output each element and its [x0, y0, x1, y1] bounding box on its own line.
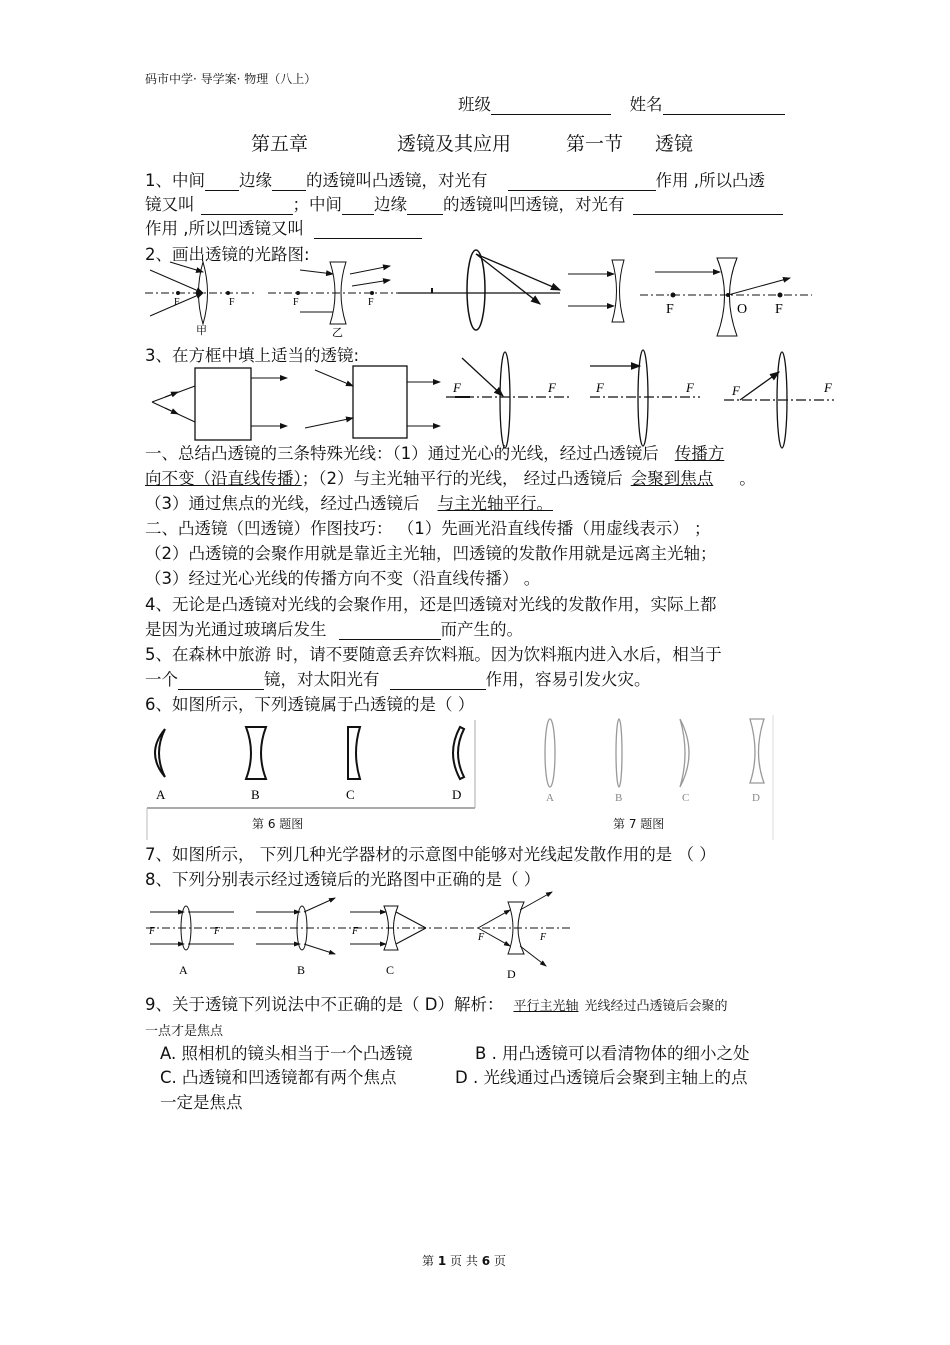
q9-line2: 一点才是焦点	[145, 1024, 224, 1039]
q7-caption: 第 7 题图	[613, 817, 665, 831]
svg-text:F: F	[775, 302, 783, 317]
svg-text:F: F	[478, 932, 485, 943]
svg-text:D: D	[507, 967, 516, 981]
q8-figures	[0, 888, 950, 983]
svg-text:F: F	[732, 383, 740, 398]
q5-line1: 5、在森林中旅游 时，请不要随意丢弃饮料瓶。因为饮料瓶内进入水后，相当于	[145, 645, 722, 664]
svg-text:A: A	[546, 792, 554, 804]
page-footer: 第 1 页 共 6 页	[422, 1254, 506, 1268]
school-header: 码市中学· 导学案· 物理（八上）	[145, 72, 317, 86]
q9-option-c: C. 凸透镜和凹透镜都有两个焦点	[160, 1068, 397, 1087]
name-label: 姓名	[629, 95, 663, 114]
svg-text:C: C	[682, 792, 690, 804]
svg-text:F: F	[548, 380, 556, 395]
svg-text:B: B	[615, 792, 623, 804]
class-field	[458, 95, 785, 115]
svg-text:F: F	[368, 297, 374, 308]
svg-text:F: F	[824, 380, 832, 395]
svg-text:A: A	[156, 787, 166, 802]
svg-text:F: F	[149, 926, 156, 937]
q1-line3: 作用 ,所以凹透镜又叫	[145, 219, 422, 239]
chapter-title: 第五章	[251, 133, 309, 155]
svg-text:O: O	[737, 302, 748, 317]
q9-line1: 9、关于透镜下列说法中不正确的是（ D）解析： 平行主光轴 光线经过凸透镜后会聚的	[145, 995, 728, 1014]
q7-text: 7、如图所示， 下列几种光学器材的示意图中能够对光线起发散作用的是 （ ）	[145, 845, 716, 864]
q2-diagrams	[0, 250, 950, 340]
section-title: 第一节	[566, 133, 624, 155]
tips-line2: （2）凸透镜的会聚作用就是靠近主光轴，凹透镜的发散作用就是远离主光轴；	[145, 544, 717, 563]
svg-text:F: F	[686, 380, 694, 395]
label-yi: 乙	[332, 327, 343, 339]
tips-line1: 二、凸透镜（凹透镜）作图技巧： （1）先画光沿直线传播（用虚线表示） ；	[145, 519, 711, 538]
svg-text:F: F	[352, 926, 359, 937]
topic-title: 透镜及其应用	[397, 133, 512, 155]
svg-text:D: D	[752, 792, 760, 804]
svg-text:C: C	[386, 963, 395, 977]
label-jia: 甲	[196, 325, 207, 337]
q9-option-b: B . 用凸透镜可以看清物体的细小之处	[475, 1044, 750, 1063]
svg-text:F: F	[293, 297, 299, 308]
summary-line1: 一、总结凸透镜的三条特殊光线：（1）通过光心的光线，经过凸透镜后 传播方	[145, 444, 725, 463]
q5-line2: 一个 镜，对太阳光有 作用，容易引发火灾。	[145, 670, 651, 689]
svg-text:F: F	[540, 932, 547, 943]
name-blank[interactable]	[663, 97, 785, 115]
q1-line1: 1、中间 边缘 的透镜叫凸透镜，对光有 作用 ,所以凸透	[145, 171, 765, 190]
svg-text:F: F	[174, 297, 180, 308]
q6-q7-figures	[0, 715, 950, 845]
svg-text:F: F	[666, 302, 674, 317]
q6-caption: 第 6 题图	[252, 817, 304, 831]
q8-text: 8、下列分别表示经过透镜后的光路图中正确的是（ ）	[145, 870, 541, 889]
class-blank[interactable]	[491, 97, 611, 115]
svg-text:C: C	[346, 787, 355, 802]
q9-option-d: D . 光线通过凸透镜后会聚到主轴上的点	[455, 1068, 748, 1087]
svg-text:F: F	[214, 926, 221, 937]
q1-line2: 镜又叫 ；中间 边缘 的透镜叫凹透镜，对光有	[145, 195, 783, 215]
q3-diagrams	[0, 350, 950, 450]
q9-option-a: A. 照相机的镜头相当于一个凸透镜	[160, 1044, 413, 1063]
svg-text:A: A	[179, 963, 188, 977]
summary-line3: （3）通过焦点的光线，经过凸透镜后 与主光轴平行。	[145, 494, 553, 513]
class-label: 班级	[458, 95, 491, 114]
svg-text:F: F	[596, 380, 604, 395]
summary-line2: 向不变（沿直线传播）；（2）与主光轴平行的光线， 经过凸透镜后 会聚到焦点 。	[145, 469, 756, 488]
tips-line3: （3）经过光心光线的传播方向不变（沿直线传播） 。	[145, 569, 541, 588]
q2-text: 2、画出透镜的光路图:	[145, 245, 310, 264]
q3-text: 3、在方框中填上适当的透镜:	[145, 346, 360, 365]
lesson-title: 透镜	[655, 133, 694, 155]
svg-text:B: B	[251, 787, 260, 802]
q9-option-d-cont: 一定是焦点	[160, 1093, 243, 1112]
svg-text:F: F	[453, 380, 461, 395]
q6-text: 6、如图所示，下列透镜属于凸透镜的是（ ）	[145, 695, 475, 714]
svg-text:B: B	[297, 963, 306, 977]
svg-text:D: D	[452, 787, 462, 802]
svg-text:F: F	[229, 297, 235, 308]
q4-line2: 是因为光通过玻璃后发生 而产生的。	[145, 620, 523, 639]
q4-line1: 4、无论是凸透镜对光线的会聚作用，还是凹透镜对光线的发散作用，实际上都	[145, 595, 717, 614]
